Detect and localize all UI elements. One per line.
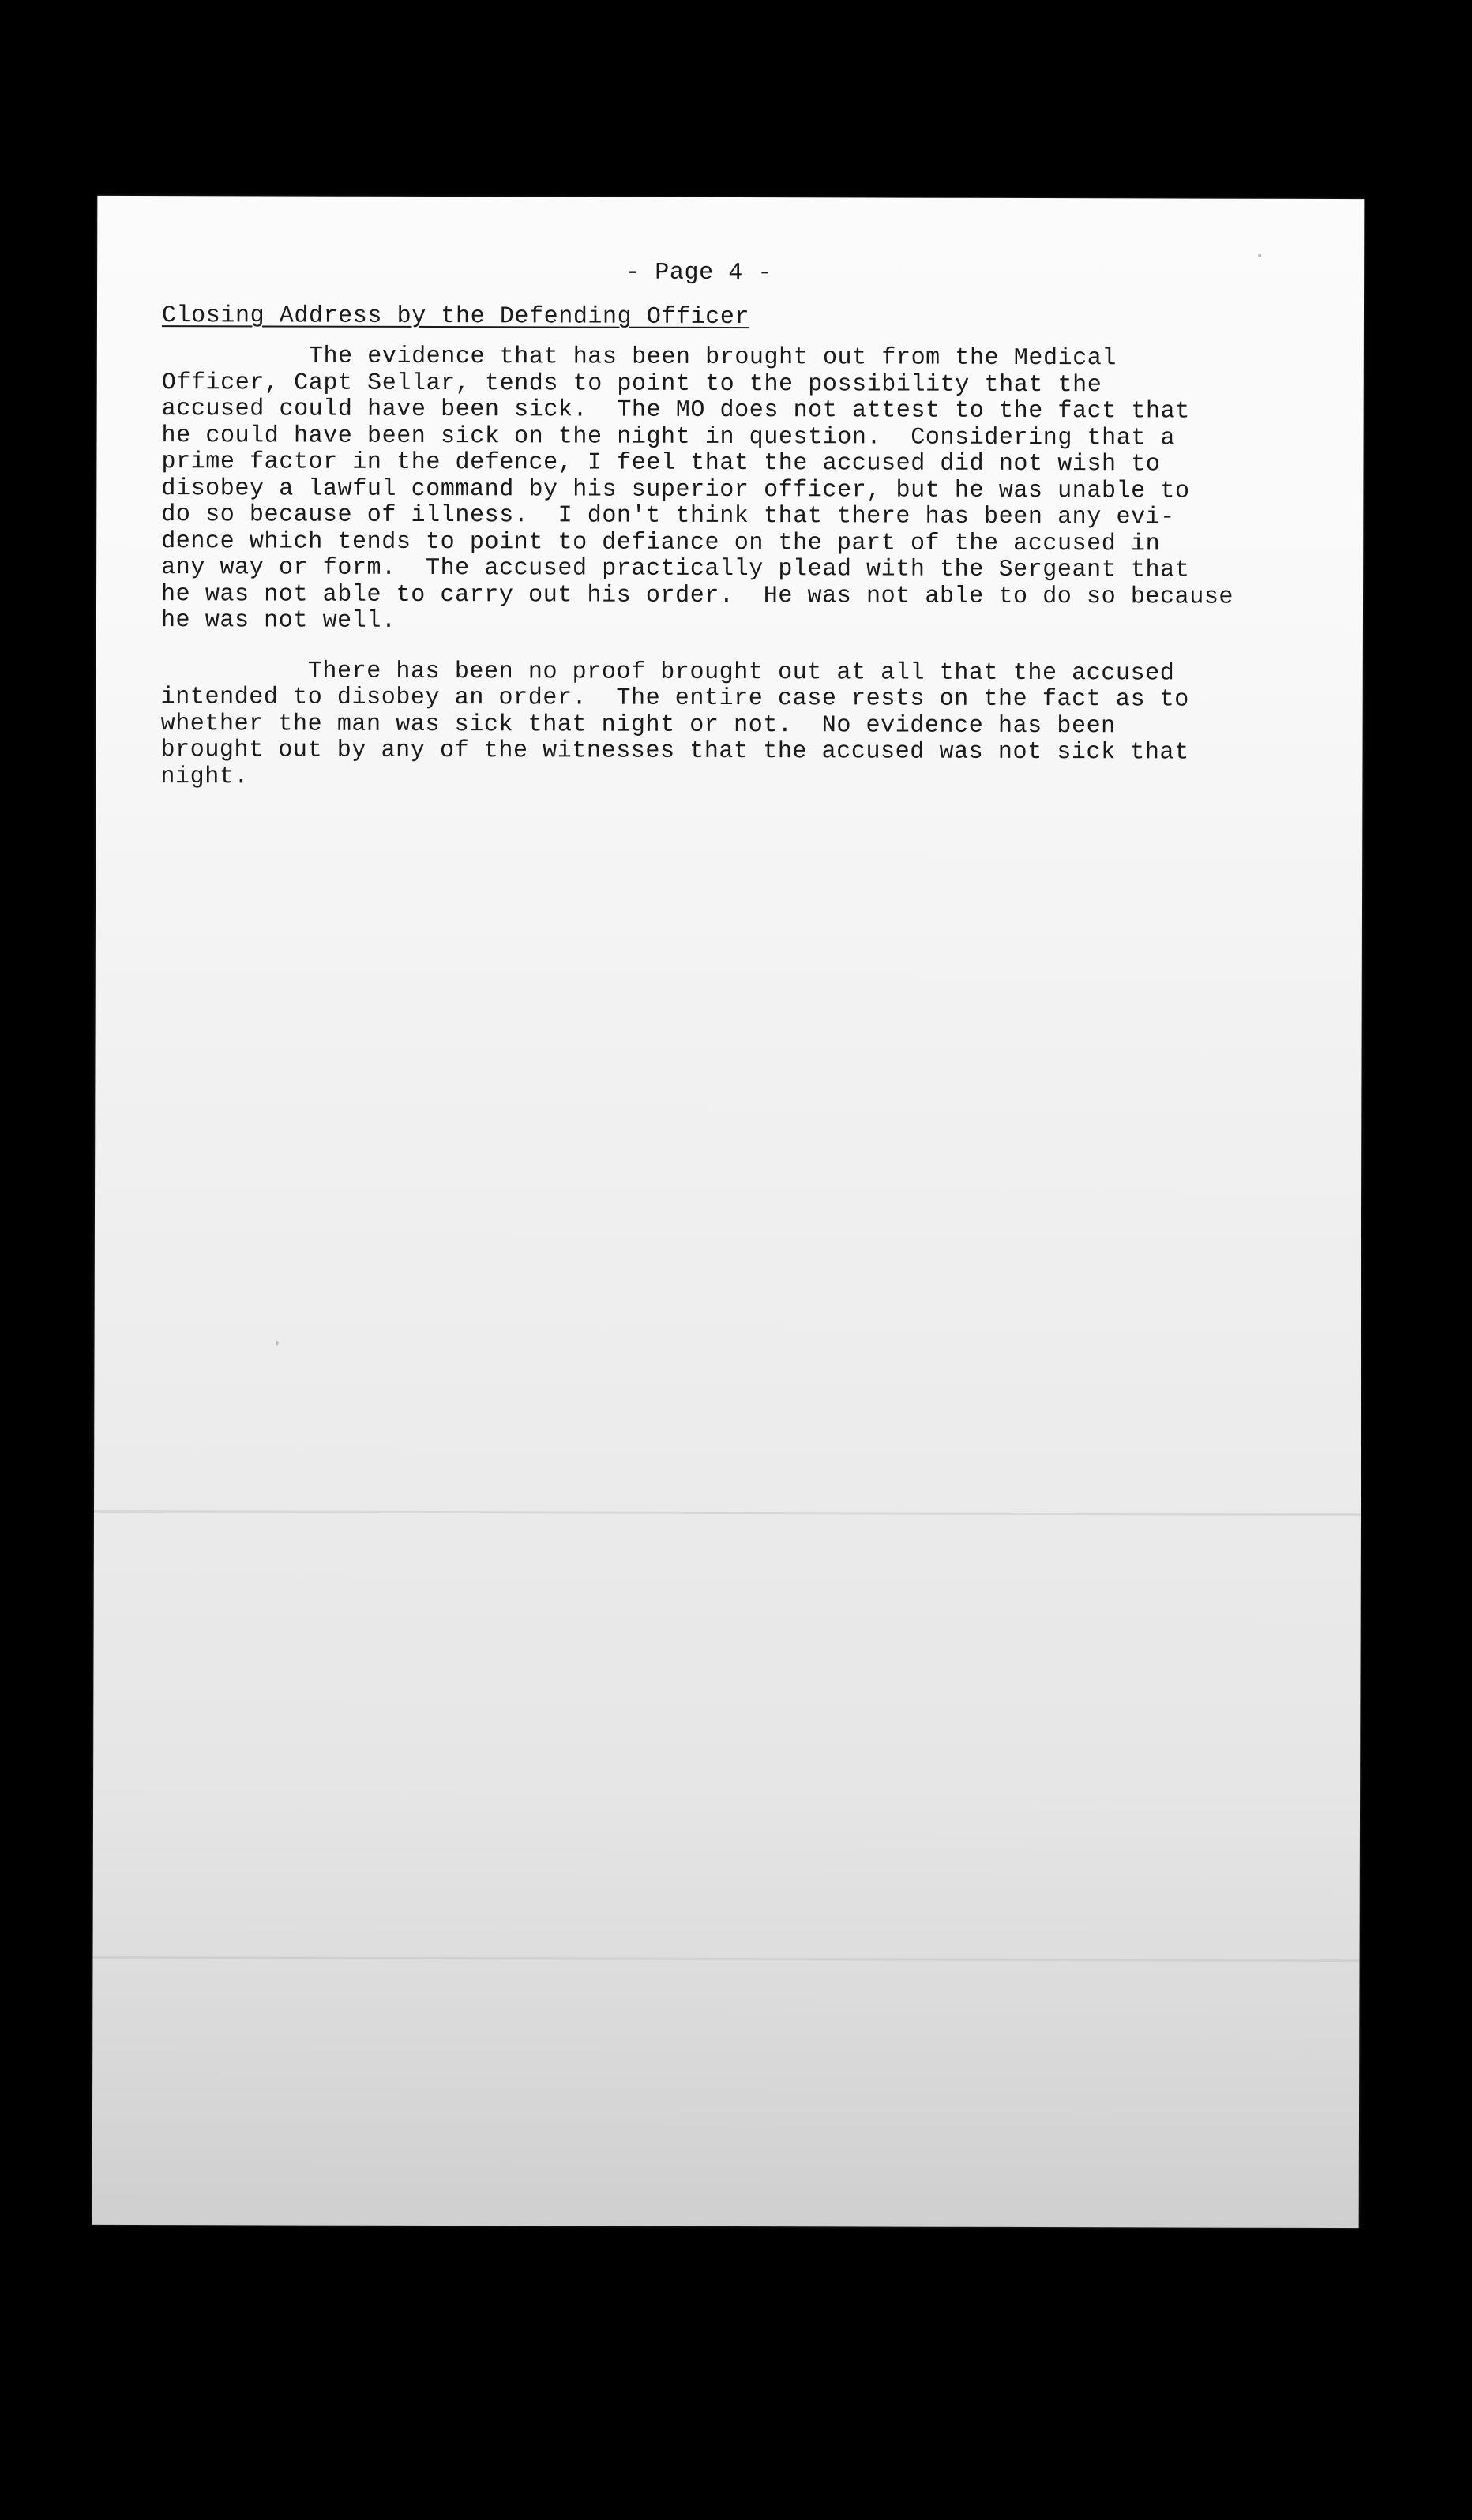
text-line: brought out by any of the witnesses that the accused was not sick that bbox=[160, 737, 1189, 767]
text-line: whether the man was sick that night or not. No evidence has been bbox=[160, 710, 1116, 740]
text-line: do so because of illness. I don't think that there has been any evi- bbox=[161, 501, 1175, 531]
page-fold-line bbox=[94, 1510, 1361, 1516]
text-line: accused could have been sick. The MO does not attest to the fact that bbox=[161, 396, 1190, 426]
page-fold-line bbox=[93, 1956, 1360, 1962]
paper-speck bbox=[1258, 254, 1261, 257]
section-heading: Closing Address by the Defending Officer bbox=[161, 302, 750, 331]
text-line: There has been no proof brought out at all that the accused bbox=[160, 657, 1175, 687]
text-line: dence which tends to point to defiance on the part of the accused in bbox=[161, 527, 1161, 557]
text-line: he could have been sick on the night in question. Considering that a bbox=[161, 422, 1176, 452]
document-body bbox=[160, 259, 1346, 817]
text-line: night. bbox=[160, 763, 250, 790]
paper-speck bbox=[276, 1341, 279, 1346]
paragraph-1 bbox=[161, 343, 1346, 637]
text-line: intended to disobey an order. The entire case rests on the fact as to bbox=[160, 684, 1189, 714]
text-line: The evidence that has been brought out from the Medical bbox=[161, 343, 1117, 373]
text-line: he was not able to carry out his order. He was not able to do so because bbox=[161, 580, 1234, 611]
paragraph-2 bbox=[160, 658, 1345, 793]
text-line: disobey a lawful command by his superior officer, but he was unable to bbox=[161, 474, 1190, 505]
text-line: any way or form. The accused practically plead with the Sergeant that bbox=[161, 554, 1190, 584]
document-page bbox=[92, 196, 1365, 2228]
page-number: - Page 4 - bbox=[625, 259, 773, 287]
text-line: he was not well. bbox=[160, 607, 396, 635]
text-line: Officer, Capt Sellar, tends to point to the possibility that the bbox=[161, 369, 1102, 399]
text-line: prime factor in the defence, I feel that the accused did not wish to bbox=[161, 448, 1161, 478]
